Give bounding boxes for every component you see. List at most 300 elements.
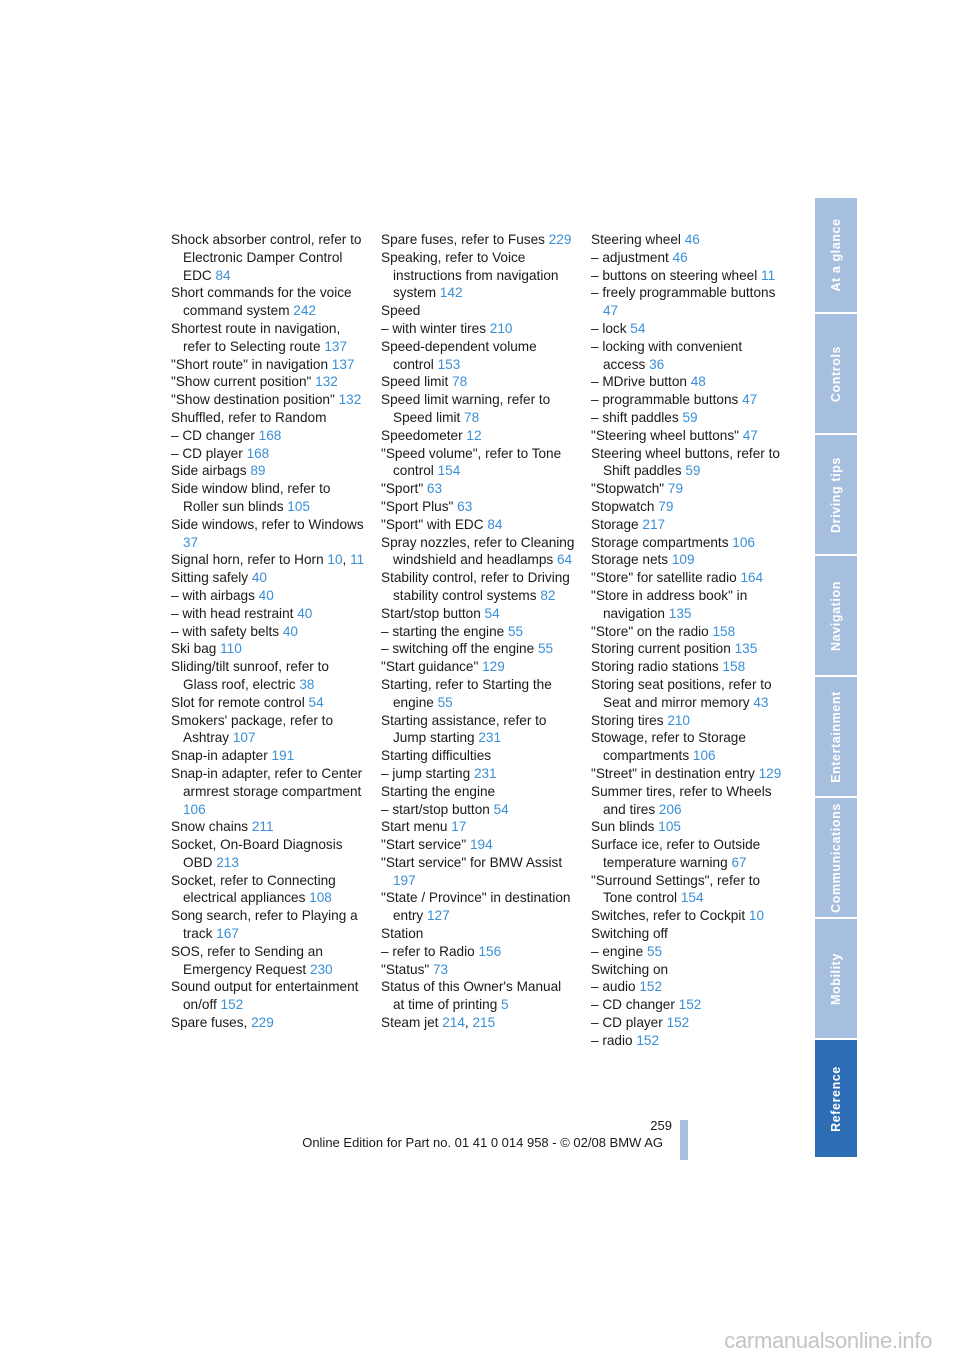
page-link[interactable]: 191	[271, 748, 295, 764]
entry-text: Signal horn, refer to Horn	[171, 552, 328, 568]
entry-text: "Store in address book" in navigation	[591, 587, 748, 621]
index-entry	[381, 373, 576, 391]
entry-text: Speed	[381, 303, 421, 319]
index-entry	[171, 587, 366, 605]
page-link[interactable]: 17	[451, 819, 467, 835]
page-link[interactable]: 67	[731, 854, 747, 870]
index-entry	[591, 712, 787, 730]
page-link[interactable]: 63	[457, 498, 473, 514]
index-entry	[591, 961, 787, 979]
entry-text: Sliding/tilt sunroof, refer to Glass roof, electric	[171, 659, 329, 692]
index-entry	[381, 801, 576, 819]
index-entry	[591, 783, 787, 819]
index-entry	[171, 391, 366, 409]
entry-text: "Short route" in navigation	[171, 356, 332, 372]
page-link[interactable]: 54	[308, 694, 324, 710]
page-link[interactable]: 40	[258, 587, 274, 603]
entry-text: Side windows, refer to Windows	[171, 516, 364, 532]
page-link[interactable]: 73	[432, 961, 449, 977]
entry-text: Smokers' package, refer to Ashtray	[171, 712, 334, 746]
page-link[interactable]: 154	[680, 890, 704, 906]
entry-text: "Store" on the radio	[591, 623, 713, 639]
page-link[interactable]: 63	[426, 481, 443, 497]
index-entry	[591, 480, 787, 498]
page-link[interactable]: 48	[690, 374, 706, 390]
index-entry	[591, 943, 787, 961]
section-tabs	[815, 198, 857, 1159]
index-entry	[381, 320, 576, 338]
entry-text: Socket, On-Board Diagnosis OBD	[171, 837, 343, 870]
index-entry	[591, 640, 787, 658]
page-link[interactable]: 78	[452, 374, 468, 390]
side-tab-navigation[interactable]	[815, 556, 857, 675]
page-link[interactable]: 89	[250, 463, 266, 479]
index-entry	[171, 516, 366, 552]
entry-text: Snap-in adapter, refer to Center armrest storage compartment	[171, 765, 363, 799]
entry-text: – engine	[591, 943, 647, 959]
index-entry	[591, 925, 787, 943]
index-entry	[591, 284, 787, 320]
entry-text: – audio	[591, 979, 640, 995]
entry-text: – with head restraint	[171, 605, 298, 621]
index-entry	[381, 480, 576, 498]
entry-text: – CD changer	[591, 997, 679, 1013]
index-entry	[591, 445, 787, 481]
index-entry	[381, 747, 576, 765]
page-link[interactable]: 55	[507, 623, 524, 639]
index-entry	[381, 889, 576, 925]
page-link[interactable]: 132	[338, 392, 362, 408]
index-entry	[171, 765, 366, 818]
page-link[interactable]: 142	[439, 285, 463, 301]
page-link[interactable]: 158	[722, 659, 746, 675]
index-entry	[381, 765, 576, 783]
page-link[interactable]: 231	[478, 730, 502, 746]
index-entry	[171, 445, 366, 463]
page-link[interactable]: 152	[636, 1032, 660, 1048]
page-link[interactable]: 135	[734, 641, 758, 657]
index-entry	[591, 498, 787, 516]
page-link[interactable]: 168	[246, 445, 270, 461]
page-link[interactable]: 107	[232, 730, 256, 746]
entry-text: Start/stop button	[381, 605, 485, 621]
page-link[interactable]: 47	[742, 392, 758, 408]
index-entry	[171, 694, 366, 712]
index-entry	[381, 623, 576, 641]
page-link[interactable]: 231	[473, 765, 497, 781]
entry-text: "Stopwatch"	[591, 481, 668, 497]
index-entry	[381, 943, 576, 961]
index-entry	[171, 427, 366, 445]
entry-text: "State / Province" in destination entry	[381, 890, 571, 924]
page-link[interactable]: 158	[712, 623, 736, 639]
side-tab-label: Communications	[829, 802, 843, 913]
index-entry	[591, 996, 787, 1014]
entry-text: "Start service" for BMW Assist	[381, 854, 563, 870]
page-link[interactable]: 11	[350, 552, 365, 568]
watermark: carmanualsonline.info	[724, 1328, 932, 1353]
entry-text: Side window blind, refer to Roller sun blinds	[171, 481, 331, 514]
page-link[interactable]: 229	[548, 232, 572, 247]
entry-text: Storing seat positions, refer to Seat and mirror memory	[591, 676, 772, 710]
entry-text: Sun blinds	[591, 819, 659, 835]
index-entry	[591, 587, 787, 623]
side-tab-reference[interactable]	[815, 1040, 857, 1157]
page-link[interactable]: 40	[282, 623, 298, 639]
entry-text: Station	[381, 926, 424, 942]
index-entry	[591, 978, 787, 996]
page-link[interactable]: 54	[484, 605, 500, 621]
entry-text: Steering wheel buttons, refer to Shift paddles	[591, 445, 780, 479]
index-entry	[381, 534, 576, 570]
index-entry	[171, 462, 366, 480]
entry-text: – refer to Radio	[381, 943, 479, 959]
page-link[interactable]: 78	[464, 409, 480, 425]
index-entry	[381, 427, 576, 445]
entry-text: Song search, refer to Playing a track	[171, 908, 358, 942]
entry-text: Storage	[591, 516, 643, 532]
entry-text: Shuffled, refer to Random	[171, 409, 327, 425]
entry-text: – switching off the engine	[381, 641, 538, 657]
page-link[interactable]: 154	[437, 463, 461, 479]
index-entry	[381, 338, 576, 374]
page-link[interactable]: 82	[540, 587, 556, 603]
page-link[interactable]: 55	[646, 943, 663, 959]
page-link[interactable]: 11	[761, 267, 776, 283]
entry-text: Steam jet	[381, 1015, 443, 1031]
page-link[interactable]: 129	[482, 659, 505, 675]
index-entry	[381, 658, 576, 676]
page-link[interactable]: 194	[469, 837, 493, 853]
page-link[interactable]: 36	[649, 356, 665, 372]
index-entry	[171, 836, 366, 872]
page-link[interactable]: 137	[331, 356, 355, 372]
side-tab-communications[interactable]	[815, 798, 857, 917]
index-entry	[591, 231, 787, 249]
entry-text: Snap-in adapter	[171, 748, 272, 764]
entry-text: Status of this Owner's Manual at time of printing	[381, 979, 562, 1013]
side-tab-driving-tips[interactable]	[815, 435, 857, 554]
index-entry	[591, 872, 787, 908]
page-link[interactable]: 105	[658, 819, 681, 835]
index-entry	[591, 623, 787, 641]
entry-text: – with winter tires	[381, 320, 490, 336]
entry-text: Ski bag	[171, 641, 221, 657]
page-link[interactable]: 47	[603, 303, 619, 319]
page-link[interactable]: 132	[315, 374, 338, 390]
index-entry	[171, 1014, 366, 1032]
page-link[interactable]: 38	[299, 676, 315, 692]
page-link[interactable]: 135	[668, 605, 692, 621]
page-link[interactable]: 55	[437, 694, 453, 710]
entry-text: "Show destination position"	[171, 392, 339, 408]
entry-text: Speaking, refer to Voice instructions from navigation system	[381, 249, 559, 301]
index-entry	[591, 729, 787, 765]
page-link[interactable]: 84	[487, 516, 503, 532]
page-link[interactable]: 156	[478, 943, 502, 959]
index-entry	[591, 427, 787, 445]
entry-text: Stability control, refer to Driving stability control systems	[381, 570, 570, 603]
page-link[interactable]: 46	[684, 232, 700, 247]
entry-text: Storage compartments	[591, 534, 733, 550]
page-link[interactable]: 64	[557, 552, 573, 568]
index-entry	[381, 925, 576, 943]
page-link[interactable]: 152	[678, 997, 702, 1013]
entry-text: Spray nozzles, refer to Cleaning windshield and headlamps	[381, 534, 575, 568]
page-link[interactable]: 37	[183, 534, 199, 550]
page-link[interactable]: 215	[472, 1015, 496, 1031]
entry-text: – buttons on steering wheel	[591, 267, 762, 283]
index-entry	[381, 783, 576, 801]
index-column-1	[171, 231, 366, 1032]
page-link[interactable]: 59	[682, 409, 698, 425]
entry-text: Starting, refer to Starting the engine	[381, 676, 552, 710]
page-link[interactable]: 229	[251, 1015, 274, 1031]
entry-text: Switching on	[591, 961, 669, 977]
page-link[interactable]: 230	[309, 961, 333, 977]
index-entry	[381, 818, 576, 836]
entry-text: – locking with convenient access	[591, 338, 743, 372]
entry-text: Storing radio stations	[591, 659, 723, 675]
index-entry	[591, 409, 787, 427]
index-entry	[381, 498, 576, 516]
entry-text: Speed limit warning, refer to Speed limit	[381, 392, 551, 425]
page-link[interactable]: 210	[489, 320, 513, 336]
index-column-3	[591, 231, 787, 1050]
index-entry	[381, 640, 576, 658]
page-link[interactable]: 108	[309, 890, 332, 906]
page-number: 259	[650, 1118, 672, 1133]
index-entry	[381, 231, 576, 249]
entry-text: – CD changer	[171, 427, 259, 443]
index-entry	[171, 605, 366, 623]
page-link[interactable]: 129	[758, 765, 782, 781]
entry-text: Storage nets	[591, 552, 672, 568]
page-link[interactable]: 213	[216, 854, 239, 870]
index-entry	[381, 302, 576, 320]
entry-text: Surface ice, refer to Outside temperature warning	[591, 837, 761, 870]
side-tab-label: Mobility	[829, 952, 843, 1005]
entry-text: – adjustment	[591, 249, 673, 265]
entry-text: – MDrive button	[591, 374, 691, 390]
entry-text: – with safety belts	[171, 623, 283, 639]
page-link[interactable]: 10	[327, 552, 343, 568]
entry-text: – freely programmable buttons	[591, 285, 776, 301]
entry-text: Storing current position	[591, 641, 735, 657]
page-link[interactable]: 211	[251, 819, 274, 835]
index-entry	[381, 516, 576, 534]
side-tab-label: Driving tips	[829, 456, 843, 533]
index-entry	[171, 640, 366, 658]
entry-text: "Start guidance"	[381, 659, 483, 675]
page-link[interactable]: 164	[740, 570, 764, 586]
page-link[interactable]: 127	[427, 908, 450, 924]
index-entry	[591, 1032, 787, 1050]
page-link[interactable]: 153	[437, 356, 461, 372]
page-link[interactable]: 106	[183, 801, 206, 817]
index-entry	[381, 854, 576, 890]
page-link[interactable]: 105	[287, 498, 310, 514]
entry-text: – shift paddles	[591, 409, 683, 425]
index-entry	[381, 978, 576, 1014]
entry-text: "Speed volume", refer to Tone control	[381, 445, 562, 479]
entry-text: – CD player	[591, 1015, 667, 1031]
index-entry	[171, 872, 366, 908]
side-tab-mobility[interactable]	[815, 919, 857, 1038]
page-link[interactable]: 12	[466, 427, 482, 443]
entry-text: – starting the engine	[381, 623, 508, 639]
page-link[interactable]: 5	[501, 997, 509, 1013]
entry-text: Start menu	[381, 819, 452, 835]
entry-text: "Start service"	[381, 837, 470, 853]
side-tab-label: Reference	[829, 1065, 843, 1132]
entry-text: Snow chains	[171, 819, 252, 835]
entry-text: "Status"	[381, 961, 433, 977]
page-link[interactable]: 46	[672, 249, 688, 265]
entry-text: "Steering wheel buttons"	[591, 427, 743, 443]
entry-text: Steering wheel	[591, 232, 685, 247]
index-entry	[171, 356, 366, 374]
page-link[interactable]: 40	[297, 605, 313, 621]
page-link[interactable]: 43	[753, 694, 769, 710]
side-tab-label: At a glance	[829, 218, 843, 292]
page-link[interactable]: 167	[216, 926, 239, 942]
index-entry	[171, 623, 366, 641]
index-entry	[381, 836, 576, 854]
page-link[interactable]: 210	[667, 712, 690, 728]
index-entry	[171, 569, 366, 587]
index-entry	[591, 1014, 787, 1032]
index-entry	[171, 373, 366, 391]
page-link[interactable]: 242	[293, 303, 316, 319]
index-entry	[381, 569, 576, 605]
page-link[interactable]: 206	[658, 801, 682, 817]
index-entry	[591, 658, 787, 676]
entry-text: "Street" in destination entry	[591, 765, 759, 781]
index-entry	[171, 480, 366, 516]
entry-text: SOS, refer to Sending an Emergency Request	[171, 943, 323, 977]
index-entry	[591, 551, 787, 569]
entry-text: – CD player	[171, 445, 247, 461]
index-entry	[171, 658, 366, 694]
entry-text: "Sport Plus"	[381, 498, 458, 514]
entry-text: Short commands for the voice command system	[171, 285, 352, 319]
entry-text: "Store" for satellite radio	[591, 570, 741, 586]
page-link[interactable]: 152	[639, 979, 663, 995]
page-link[interactable]: 47	[742, 427, 758, 443]
entry-text: Summer tires, refer to Wheels and tires	[591, 783, 772, 817]
index-entry	[591, 391, 787, 409]
entry-text: "Surround Settings", refer to Tone control	[591, 872, 761, 906]
entry-text: Sitting safely	[171, 570, 252, 586]
index-entry	[171, 284, 366, 320]
index-entry	[591, 569, 787, 587]
index-entry	[591, 907, 787, 925]
entry-text: Storing tires	[591, 712, 668, 728]
page-link[interactable]: 152	[220, 997, 244, 1013]
page-link[interactable]: 84	[215, 267, 231, 283]
entry-text: – radio	[591, 1032, 637, 1048]
page-link[interactable]: 10	[748, 908, 765, 924]
index-entry	[591, 818, 787, 836]
page-link[interactable]: 79	[667, 481, 684, 497]
footer-bar	[680, 1120, 688, 1160]
entry-text: Speed-dependent volume control	[381, 338, 537, 372]
page-link[interactable]: 106	[692, 748, 716, 764]
index-entry	[591, 249, 787, 267]
index-entry	[171, 712, 366, 748]
index-entry	[171, 818, 366, 836]
page-link[interactable]: 79	[658, 498, 674, 514]
entry-text: Switches, refer to Cockpit	[591, 908, 749, 924]
index-entry	[591, 338, 787, 374]
page-link[interactable]: 110	[220, 641, 242, 657]
index-entry	[171, 978, 366, 1014]
page-link[interactable]: 106	[732, 534, 755, 550]
side-tab-at-a-glance[interactable]	[815, 198, 857, 312]
index-entry	[381, 391, 576, 427]
side-tab-label: Entertainment	[829, 690, 843, 783]
page-link[interactable]: 214	[442, 1015, 465, 1031]
entry-text: Starting difficulties	[381, 748, 492, 764]
index-entry	[591, 676, 787, 712]
entry-text: Stowage, refer to Storage compartments	[591, 730, 746, 764]
page-link[interactable]: 55	[537, 641, 554, 657]
side-tab-entertainment[interactable]	[815, 677, 857, 796]
index-entry	[591, 373, 787, 391]
entry-text: – jump starting	[381, 765, 474, 781]
index-entry	[591, 836, 787, 872]
index-entry	[591, 320, 787, 338]
index-entry	[591, 267, 787, 285]
side-tab-controls[interactable]	[815, 314, 857, 433]
side-tab-label: Controls	[829, 345, 843, 402]
entry-text: Starting the engine	[381, 783, 496, 799]
index-entry: Steam jet 214, 215	[381, 1015, 496, 1031]
index-entry: Signal horn, refer to Horn 10, 11	[171, 552, 365, 568]
entry-text: Spare fuses, refer to Fuses	[381, 232, 549, 247]
page-link[interactable]: 168	[258, 427, 282, 443]
entry-text: "Show current position"	[171, 374, 316, 390]
side-tab-label: Navigation	[829, 580, 843, 651]
page-link[interactable]: 59	[685, 463, 701, 479]
index-entry	[381, 445, 576, 481]
entry-text: Switching off	[591, 926, 668, 942]
index-entry	[171, 747, 366, 765]
page-link[interactable]: 217	[642, 516, 666, 532]
entry-text: – with airbags	[171, 587, 259, 603]
entry-text: Speedometer	[381, 427, 467, 443]
index-entry	[381, 712, 576, 748]
page-link[interactable]: 152	[666, 1015, 690, 1031]
entry-text: Slot for remote control	[171, 694, 309, 710]
entry-text: – lock	[591, 320, 631, 336]
footer-text: Online Edition for Part no. 01 41 0 014 958 - © 02/08 BMW AG	[302, 1135, 663, 1150]
page-link[interactable]: 54	[630, 320, 646, 336]
page-link[interactable]: 197	[393, 872, 416, 888]
entry-text: Shortest route in navigation, refer to Selecting route	[171, 320, 341, 354]
page-link[interactable]: 109	[671, 552, 695, 568]
page-link[interactable]: 137	[324, 338, 347, 354]
entry-text: Socket, refer to Connecting electrical appliances	[171, 872, 336, 906]
page-link[interactable]: 54	[493, 801, 509, 817]
entry-text: – start/stop button	[381, 801, 494, 817]
entry-text: Sound output for entertainment on/off	[171, 979, 359, 1013]
entry-text: Speed limit	[381, 374, 453, 390]
index-entry	[381, 605, 576, 623]
page-link[interactable]: 40	[251, 570, 267, 586]
index-entry	[171, 943, 366, 979]
